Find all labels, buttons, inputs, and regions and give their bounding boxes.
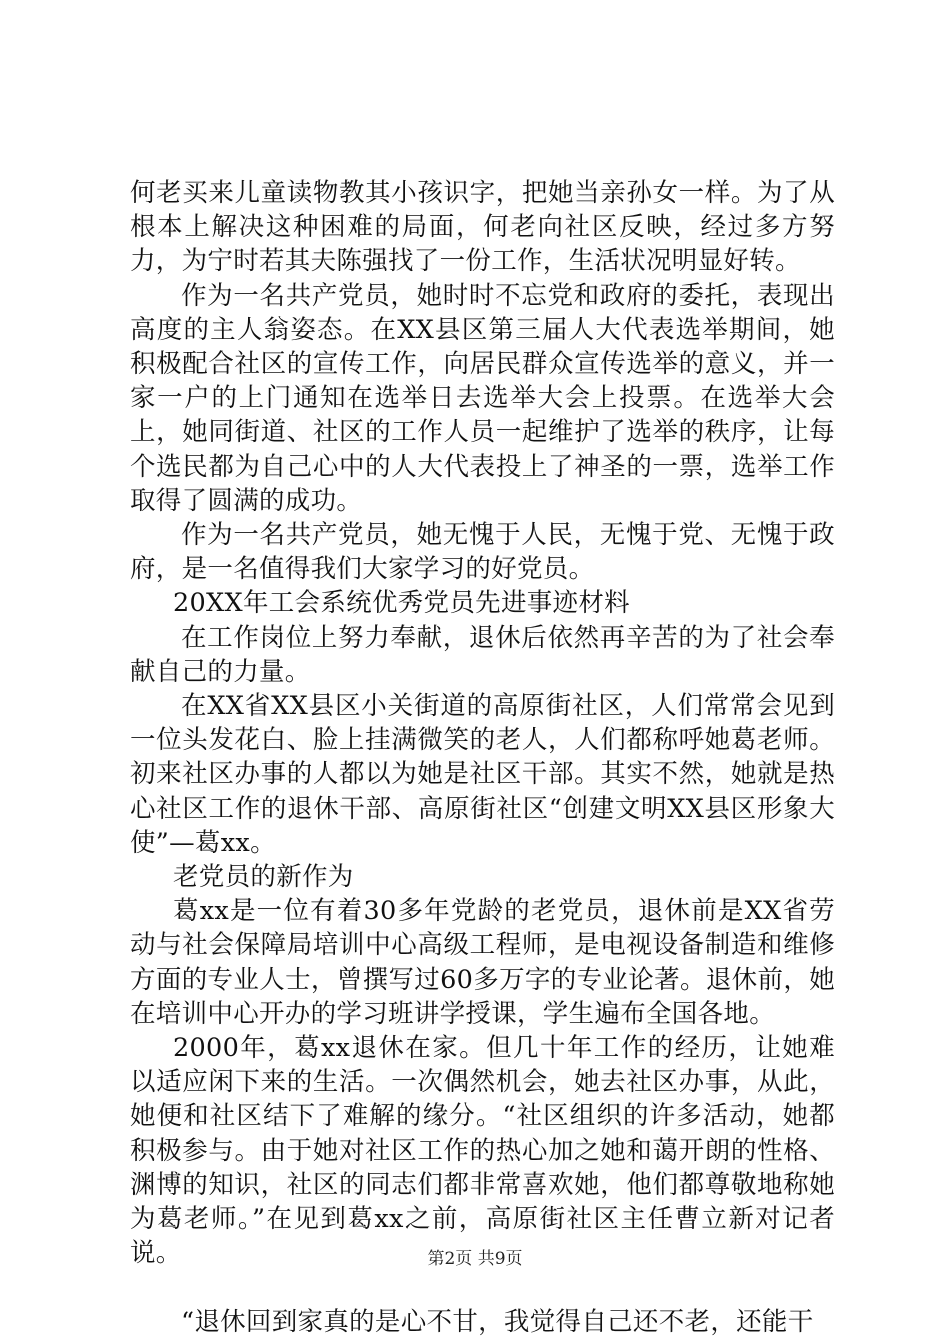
paragraph-party-member: 作为一名共产党员，她无愧于人民，无愧于党、无愧于政府，是一名值得我们大家学习的好党员。	[130, 520, 835, 585]
paragraph-community: 在XX省XX县区小关街道的高原街社区，人们常常会见到一位头发花白、脸上挂满微笑的老人，人们都称呼她葛老师。初来社区办事的人都以为她是社区干部。其实不然，她就是热心社区工作的退休干部、高原街社区“创建文明XX县区形象大使”—葛xx。	[130, 691, 835, 858]
section-title: 20XX年工会系统优秀党员先进事迹材料	[173, 588, 630, 619]
subheading: 老党员的新作为	[173, 862, 354, 893]
page-number-footer: 第2页 共9页	[427, 1249, 523, 1269]
body-text	[130, 176, 835, 1339]
paragraph-intro: 在工作岗位上努力奉献，退休后依然再辛苦的为了社会奉献自己的力量。	[130, 622, 835, 687]
paragraph-background: 葛xx是一位有着30多年党龄的老党员，退休前是XX省劳动与社会保障局培训中心高级工程师，是电视设备制造和维修方面的专业人士，曾撰写过60多万字的专业论著。退休前，她在培训中心开办的学习班讲学授课，学生遍布全国各地。	[130, 896, 835, 1029]
paragraph-retirement: 2000年，葛xx退休在家。但几十年工作的经历，让她难以适应闲下来的生活。一次偶然机会，她去社区办事，从此，她便和社区结下了难解的缘分。“社区组织的许多活动，她都积极参与。由于她对社区工作的热心加之她和蔼开朗的性格、渊博的知识，社区的同志们都非常喜欢她，他们都尊敬地称她为葛老师。”在见到葛xx之前，高原街社区主任曹立新对记者说。	[130, 1033, 835, 1269]
paragraph-quote: “退休回到家真的是心不甘，我觉得自己还不老，还能干	[181, 1306, 814, 1337]
paragraph-continuation: 何老买来儿童读物教其小孩识字，把她当亲孙女一样。为了从根本上解决这种困难的局面，何老向社区反映，经过多方努力，为宁时若其夫陈强找了一份工作，生活状况明显好转。	[130, 178, 835, 277]
paragraph-election: 作为一名共产党员，她时时不忘党和政府的委托，表现出高度的主人翁姿态。在XX县区第三届人大代表选举期间，她积极配合社区的宣传工作，向居民群众宣传选举的意义，并一家一户的上门通知在选举日去选举大会上投票。在选举大会上，她同街道、社区的工作人员一起维护了选举的秩序，让每个选民都为自己心中的人大代表投上了神圣的一票，选举工作取得了圆满的成功。	[130, 280, 835, 516]
